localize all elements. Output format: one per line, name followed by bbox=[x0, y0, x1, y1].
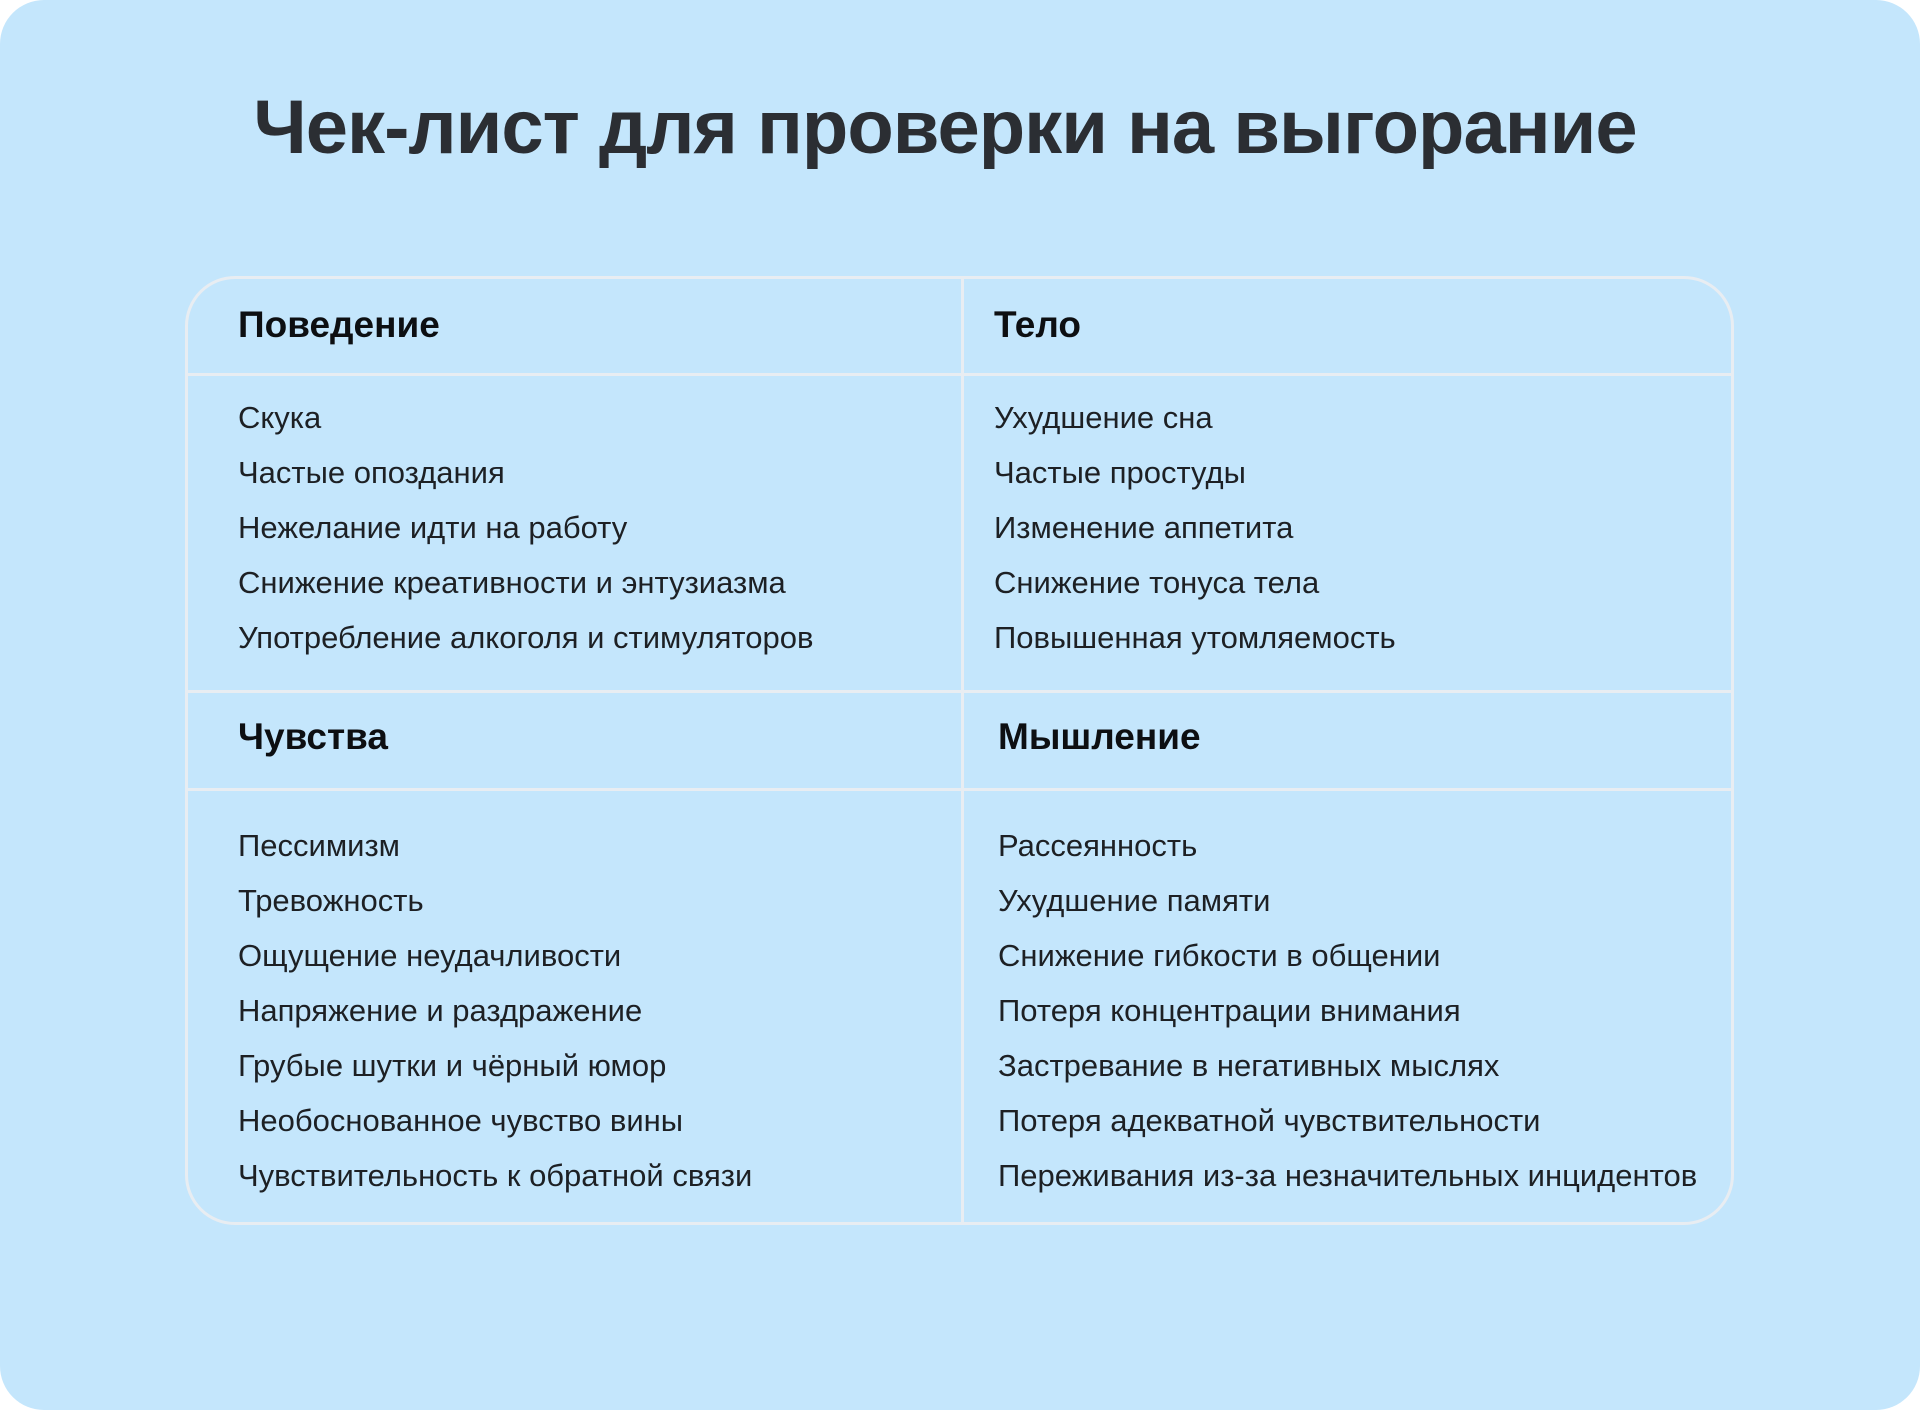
checklist-table bbox=[185, 276, 1734, 1225]
list-item: Грубые шутки и чёрный юмор bbox=[238, 1048, 667, 1083]
list-item: Потеря концентрации внимания bbox=[998, 993, 1461, 1028]
column-divider bbox=[961, 279, 964, 1222]
section-list-body bbox=[994, 390, 1396, 665]
list-item: Ощущение неудачливости bbox=[238, 938, 622, 973]
section-list-behavior bbox=[238, 390, 813, 665]
section-heading-body: Тело bbox=[994, 304, 1081, 345]
list-item: Снижение тонуса тела bbox=[994, 565, 1320, 600]
list-item: Повышенная утомляемость bbox=[994, 620, 1396, 655]
row-divider bbox=[188, 690, 1731, 693]
list-item: Нежелание идти на работу bbox=[238, 510, 628, 545]
list-item: Снижение гибкости в общении bbox=[998, 938, 1441, 973]
section-heading-thinking: Мышление bbox=[998, 716, 1201, 757]
section-list-thinking bbox=[998, 818, 1697, 1203]
section-heading-behavior: Поведение bbox=[238, 304, 440, 345]
list-item: Напряжение и раздражение bbox=[238, 993, 643, 1028]
section-list-feelings bbox=[238, 818, 752, 1203]
list-item: Частые опоздания bbox=[238, 455, 505, 490]
list-item: Потеря адекватной чувствительности bbox=[998, 1103, 1541, 1138]
row-divider bbox=[188, 788, 1731, 791]
list-item: Чувствительность к обратной связи bbox=[238, 1158, 753, 1193]
list-item: Ухудшение памяти bbox=[998, 883, 1271, 918]
list-item: Изменение аппетита bbox=[994, 510, 1294, 545]
list-item: Переживания из-за незначительных инцидентов bbox=[998, 1158, 1698, 1193]
list-item: Рассеянность bbox=[998, 828, 1198, 863]
list-item: Застревание в негативных мыслях bbox=[998, 1048, 1500, 1083]
section-heading-feelings: Чувства bbox=[238, 716, 388, 757]
list-item: Ухудшение сна bbox=[994, 400, 1213, 435]
list-item: Тревожность bbox=[238, 883, 424, 918]
list-item: Пессимизм bbox=[238, 828, 400, 863]
row-divider bbox=[188, 373, 1731, 376]
list-item: Употребление алкоголя и стимуляторов bbox=[238, 620, 814, 655]
list-item: Скука bbox=[238, 400, 322, 435]
list-item: Частые простуды bbox=[994, 455, 1246, 490]
list-item: Необоснованное чувство вины bbox=[238, 1103, 684, 1138]
page-title: Чек-лист для проверки на выгорание bbox=[253, 85, 1637, 170]
list-item: Снижение креативности и энтузиазма bbox=[238, 565, 786, 600]
